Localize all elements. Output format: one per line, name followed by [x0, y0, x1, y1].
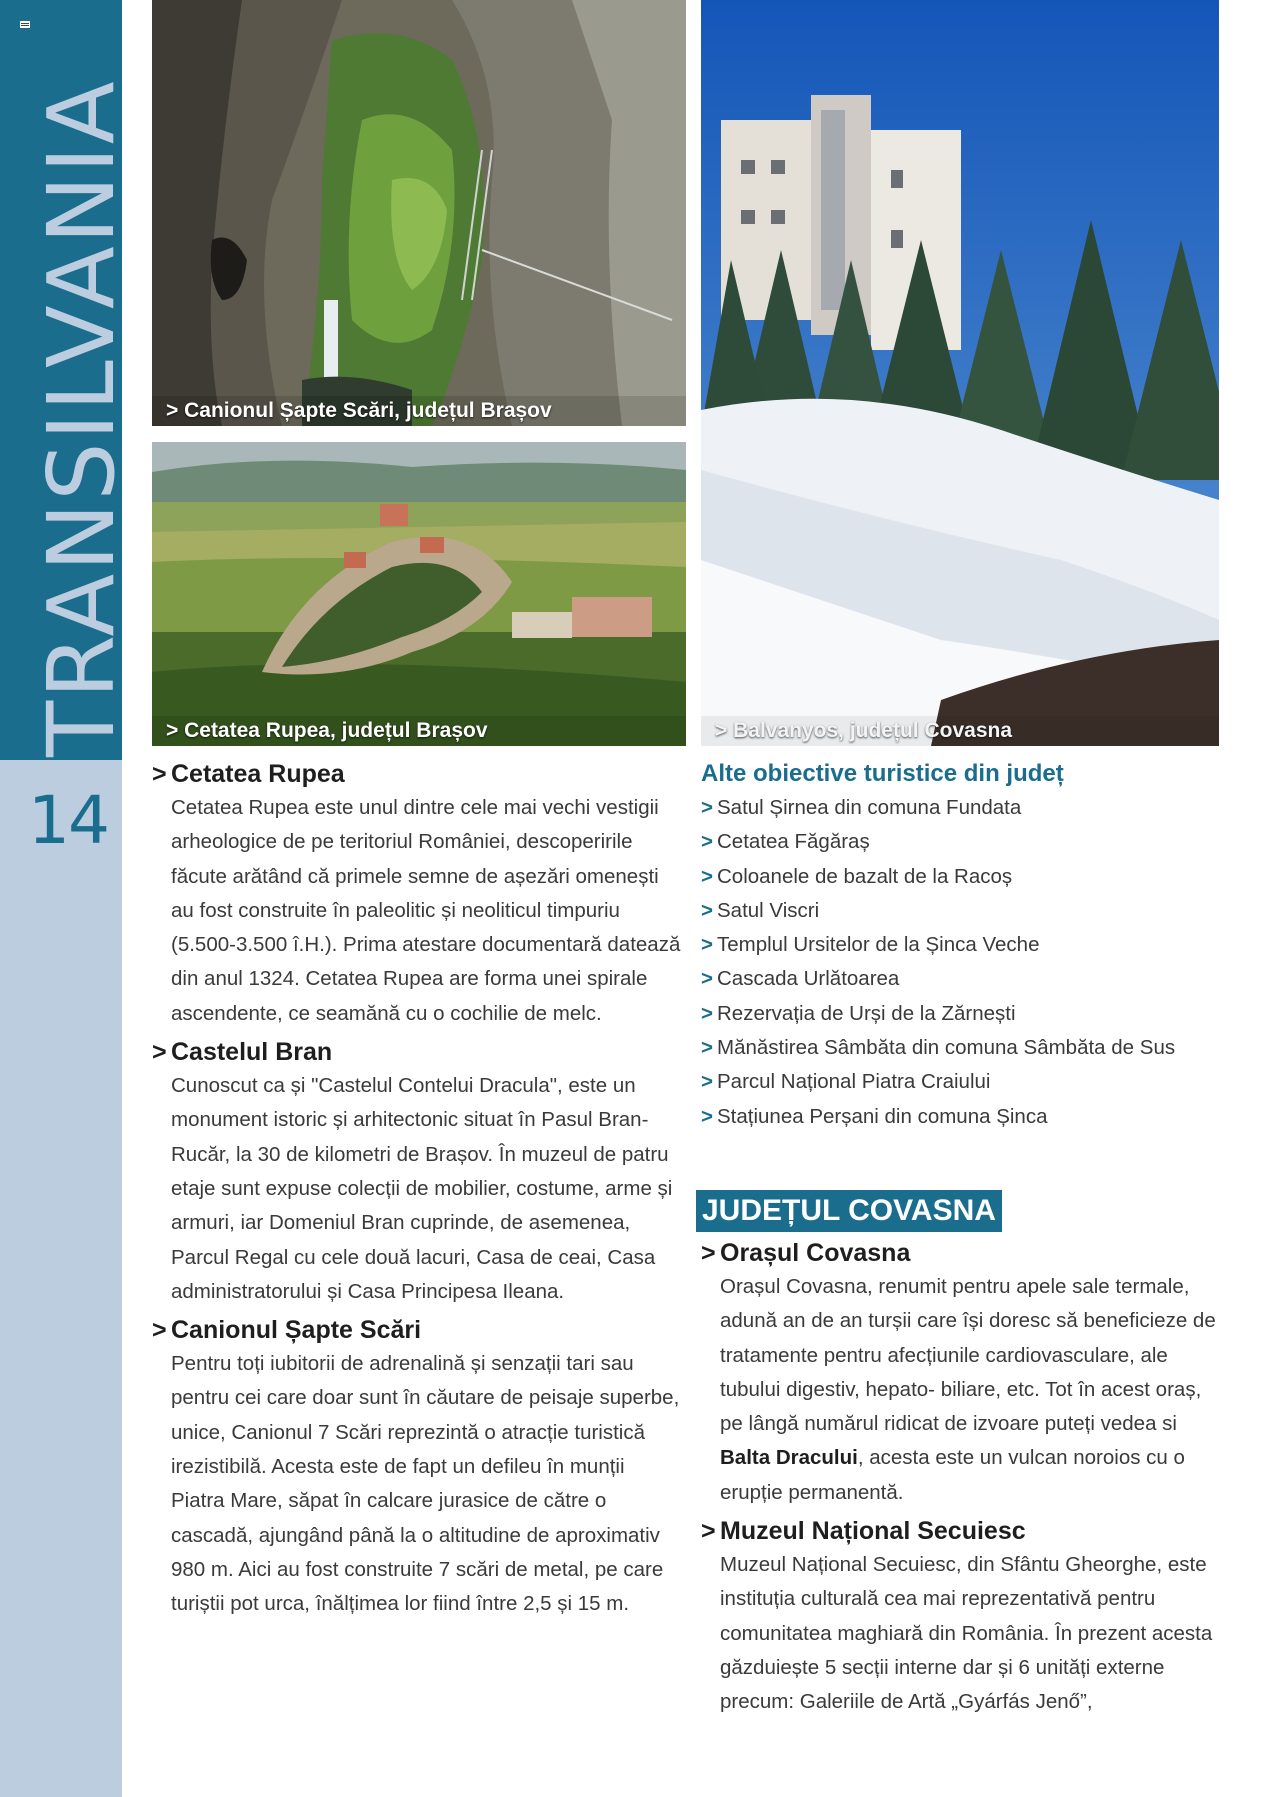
text-bran: Cunoscut ca și "Castelul Contelui Dracula", este un monument istoric și arhitectonic situat în Pasul Bran-Rucăr, la 30 de kilometri de Brașov. În muzeul de patru etaje sunt expuse colecții de mobilier, costume, arme și armuri, iar Domeniul Bran cuprinde, de asemenea, Parcul Regal cu cele două lacuri, Casa de ceai, Casa administratorului și Casa Principesa Ileana.: [171, 1074, 673, 1303]
heading-secuiesc-label: Muzeul Național Secuiesc: [720, 1517, 1026, 1546]
heading-canion-label: Canionul Șapte Scări: [171, 1316, 422, 1345]
flag-icon: [20, 21, 30, 28]
text-canion: Pentru toți iubitorii de adrenalină și senzații tari sau pentru cei care doar sunt în căutare de peisaje superbe, unice, Canionul 7 Scări reprezintă o atracție turistică irezistibilă. Acesta este de fapt un defileu în munții Piatra Mare, săpat în calcare jurasice de către o cascadă, ajungând până la o altitudine de aproximativ 980 m. Aici au fost construite 7 scări de metal, pe care turiștii pot urca, înălțimea lor fiind între 2,5 și 15 m.: [171, 1352, 680, 1616]
bullet-arrow-icon: >: [701, 796, 713, 819]
bullet-arrow-icon: >: [152, 1038, 167, 1067]
bullet-arrow-icon: >: [701, 1070, 713, 1094]
list-item: > Satul Șirnea din comuna Fundata: [701, 791, 1221, 825]
bullet-arrow-icon: >: [701, 1036, 713, 1060]
balvanyos-image: [701, 0, 1219, 746]
heading-covasna: [701, 1236, 1221, 1270]
canyon-image: [152, 0, 686, 426]
bullet-arrow-icon: >: [701, 898, 713, 922]
heading-covasna-label: Orașul Covasna: [720, 1238, 911, 1267]
heading-bran: [152, 1035, 682, 1069]
heading-bran-label: Castelul Bran: [171, 1038, 333, 1067]
county-banner: JUDEȚUL COVASNA: [696, 1190, 1002, 1232]
heading-rupea: [152, 757, 682, 791]
left-column: [152, 757, 682, 1626]
caption-rupea: > Cetatea Rupea, județul Brașov: [166, 719, 488, 742]
text-rupea: Cetatea Rupea este unul dintre cele mai vechi vestigii arheologice de pe teritoriul României, descoperirile făcute arătând că primele semne de așezări omenești au fost construite în paleolitic și neoliticul timpuriu (5.500-3.500 î.H.). Prima atestare documentară datează din anul 1324. Cetatea Rupea are forma unei spirale ascendente, ce seamănă cu o cochilie de melc.: [171, 796, 681, 1025]
bullet-arrow-icon: >: [701, 1517, 716, 1546]
list-item: > Parcul Național Piatra Craiului: [701, 1065, 1221, 1099]
other-attractions-list: [701, 791, 1221, 1134]
list-item: > Rezervația de Urși de la Zărnești: [701, 997, 1221, 1031]
bullet-arrow-icon: >: [701, 933, 713, 957]
text-secuiesc: Muzeul Național Secuiesc, din Sfântu Gheorghe, este instituția culturală cea mai reprezentativă pentru comunitatea maghiară din România. În prezent acesta găzduiește 5 secții interne dar și 6 unități externe precum: Galeriile de Artă „Gyárfás Jenő”,: [720, 1553, 1213, 1714]
list-item: > Mănăstirea Sâmbăta din comuna Sâmbăta de Sus: [701, 1031, 1221, 1065]
text-covasna-bold: Balta Dracului: [720, 1446, 858, 1470]
bullet-arrow-icon: >: [701, 1001, 713, 1025]
bullet-arrow-icon: >: [701, 1104, 713, 1128]
heading-canion: [152, 1313, 682, 1347]
photo-balvanyos: [701, 0, 1219, 746]
list-item: > Cascada Urlătoarea: [701, 962, 1221, 996]
other-attractions-title: Alte obiective turistice din județ: [701, 760, 1064, 787]
region-title: TRANSILVANIA: [28, 79, 135, 757]
list-item: > Templul Ursitelor de la Șinca Veche: [701, 928, 1221, 962]
bullet-arrow-icon: >: [701, 830, 713, 854]
caption-balvanyos: > Balvanyos, județul Covasna: [715, 719, 1013, 742]
rupea-image: [152, 442, 686, 746]
sidebar-band-lower: [0, 760, 122, 1797]
bullet-arrow-icon: >: [152, 760, 167, 788]
list-item: > Coloanele de bazalt de la Racoș: [701, 860, 1221, 894]
bullet-arrow-icon: >: [152, 1316, 167, 1345]
caption-canyon: > Canionul Șapte Scări, județul Brașov: [166, 399, 552, 422]
list-item: > Stațiunea Perșani din comuna Șinca: [701, 1100, 1221, 1134]
photo-rupea: [152, 442, 686, 746]
bullet-arrow-icon: >: [701, 1238, 716, 1267]
list-item: > Cetatea Făgăraș: [701, 825, 1221, 859]
bullet-arrow-icon: >: [701, 967, 713, 991]
right-column: [701, 757, 1221, 1724]
heading-rupea-label: Cetatea Rupea: [171, 760, 345, 788]
bullet-arrow-icon: >: [701, 864, 713, 888]
list-item: > Satul Viscri: [701, 894, 1221, 928]
text-covasna: Orașul Covasna, renumit pentru apele sale termale, adună an de an turșii care își doresc să beneficieze de tratamente pentru afecțiunile cardiovasculare, ale tubului digestiv, hepato- biliare, etc. Tot în acest oraș, pe lângă numărul ridicat de izvoare puteți vedea si Balta Dracului, acesta este un vulcan noroios cu o erupție permanentă.: [720, 1274, 1216, 1504]
heading-secuiesc: [701, 1514, 1221, 1548]
page-number: 14: [28, 782, 108, 859]
photo-canyon: [152, 0, 686, 426]
